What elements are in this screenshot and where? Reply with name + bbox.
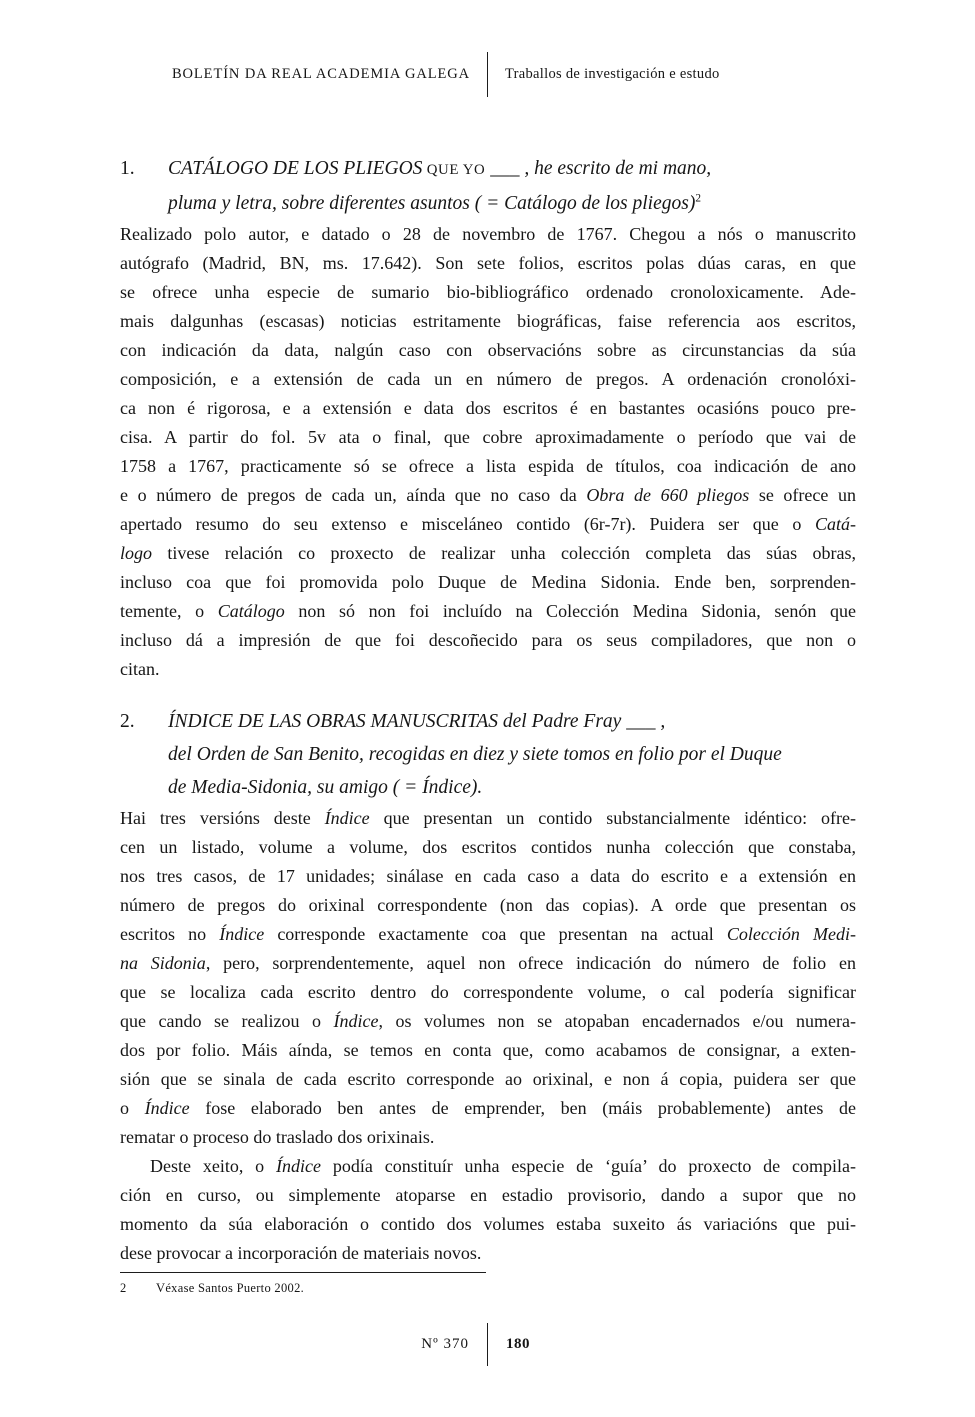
paragraph-2 (120, 804, 856, 1152)
text-line: ca non é rigorosa, e a extensión e data dos escritos é en bastantes ocasións pouco pre- (120, 398, 856, 418)
footnote-rule (120, 1272, 486, 1273)
issue-number: Nº 370 (421, 1336, 469, 1352)
text-line: nos tres casos, de 17 unidades; sinálase en cada caso a data do escrito e a extensión en (120, 866, 856, 886)
text-line: ción en curso, ou simplemente atoparse en estadio provisorio, dando a supor que no (120, 1185, 856, 1205)
article-body (120, 152, 856, 1268)
text-line: Hai tres versións deste Índice que presentan un contido substancialmente idéntico: ofre- (120, 808, 856, 828)
text-line: de Media-Sidonia, su amigo ( = Índice). (168, 777, 483, 798)
footnote-number: 2 (120, 1281, 127, 1295)
page-header (0, 52, 975, 97)
section-number: 1. (120, 158, 135, 179)
text-line: apertado resumo do seu extenso e misceláneo contido (6r-7r). Puidera ser que o Catá- (120, 514, 856, 534)
text-line: que cando se realizou o Índice, os volumes non se atopaban encadernados e/ou numera- (120, 1011, 856, 1031)
text-line: del Orden de San Benito, recogidas en diez y siete tomos en folio por el Duque (168, 744, 782, 765)
text-line: Deste xeito, o Índice podía constituír unha especie de ‘guía’ do proxecto de compila- (150, 1156, 856, 1176)
text-line: se ofrece unha especie de sumario bio-bibliográfico ordenado cronoloxicamente. Ade- (120, 282, 856, 302)
text-line: momento da súa elaboración o contido dos volumes estaba suxeito ás variacións que pui- (120, 1214, 856, 1234)
paragraph-3 (120, 1152, 856, 1268)
text-line: rematar o proceso do traslado dos orixinais. (120, 1127, 435, 1147)
footnote-text: Véxase Santos Puerto 2002. (156, 1281, 305, 1295)
text-line: mais dalgunhas (escasas) noticias estritamente biográficas, faise referencia aos escritos, (120, 311, 856, 331)
text-line: o Índice fose elaborado ben antes de emprender, ben (máis probablemente) antes de (120, 1098, 856, 1118)
text-line: incluso dá a impresión de que foi descoñecido para os seus compiladores, que non o (120, 630, 856, 650)
section-number: 2. (120, 711, 135, 732)
text-line: 1758 a 1767, practicamente só se ofrece a lista espida de títulos, coa indicación de ano (120, 456, 856, 476)
text-line: incluso coa que foi promovida polo Duque de Medina Sidonia. Ende ben, sorprenden- (120, 572, 856, 592)
text-line: que se localiza cada escrito dentro do correspondente volume, o cal podería significar (120, 982, 856, 1002)
text-line: con indicación da data, nalgún caso con observacións sobre as circunstancias da súa (120, 340, 856, 360)
text-line: Realizado polo autor, e datado o 28 de novembro de 1767. Chegou a nós o manuscrito (120, 224, 856, 244)
footnote (120, 1281, 856, 1296)
section-heading-2 (120, 705, 856, 804)
running-head: Traballos de investigación e estudo (505, 66, 720, 82)
text-line: ÍNDICE DE LAS OBRAS MANUSCRITAS del Padre Fray ___ , (168, 711, 666, 732)
text-line: temente, o Catálogo non só non foi incluído na Colección Medina Sidonia, senón que (120, 601, 856, 621)
page-footer (0, 1323, 975, 1366)
footnote-area (120, 1272, 856, 1296)
text-line: logo tivese relación co proxecto de realizar unha colección completa das súas obras, (120, 543, 856, 563)
text-line: e o número de pregos de cada un, aínda que no caso da Obra de 660 pliegos se ofrece un (120, 485, 856, 505)
text-line: cen un listado, volume a volume, dos escritos contidos nunha colección que constaba, (120, 837, 856, 857)
text-line: escritos no Índice corresponde exactamente coa que presentan na actual Colección Medi- (120, 924, 856, 944)
text-line: composición, e a extensión de cada un en número de pregos. A ordenación cronolóxi- (120, 369, 856, 389)
text-line: citan. (120, 659, 160, 679)
text-line: autógrafo (Madrid, BN, ms. 17.642). Son sete folios, escritos polas dúas caras, en que (120, 253, 856, 273)
section-title (168, 705, 856, 804)
text-line: número de pregos do orixinal correspondente (non das copias). A orde que presentan os (120, 895, 856, 915)
text-line: dos por folio. Máis aínda, se temos en conta que, como acabamos de consignar, a exten- (120, 1040, 856, 1060)
text-line: pluma y letra, sobre diferentes asuntos ( = Catálogo de los pliegos)$^2$ (168, 192, 701, 214)
text-line: CATÁLOGO DE LOS PLIEGOS QUE YO ___ , he escrito de mi mano, (168, 158, 712, 179)
section-title (168, 152, 856, 220)
text-line: dese provocar a incorporación de materiais novos. (120, 1243, 482, 1263)
page-number: 180 (506, 1336, 530, 1352)
text-line: cisa. A partir do fol. 5v ata o final, que cobre aproximadamente o período que vai de (120, 427, 856, 447)
text-line: na Sidonia, pero, sorprendentemente, aquel non ofrece indicación do número de folio en (120, 953, 856, 973)
text-line: sión que se sinala de cada escrito corresponde ao orixinal, e non á copia, puidera ser que (120, 1069, 856, 1089)
journal-title: BOLETÍN DA REAL ACADEMIA GALEGA (171, 66, 470, 82)
paragraph-1 (120, 220, 856, 684)
section-heading-1 (120, 152, 856, 220)
